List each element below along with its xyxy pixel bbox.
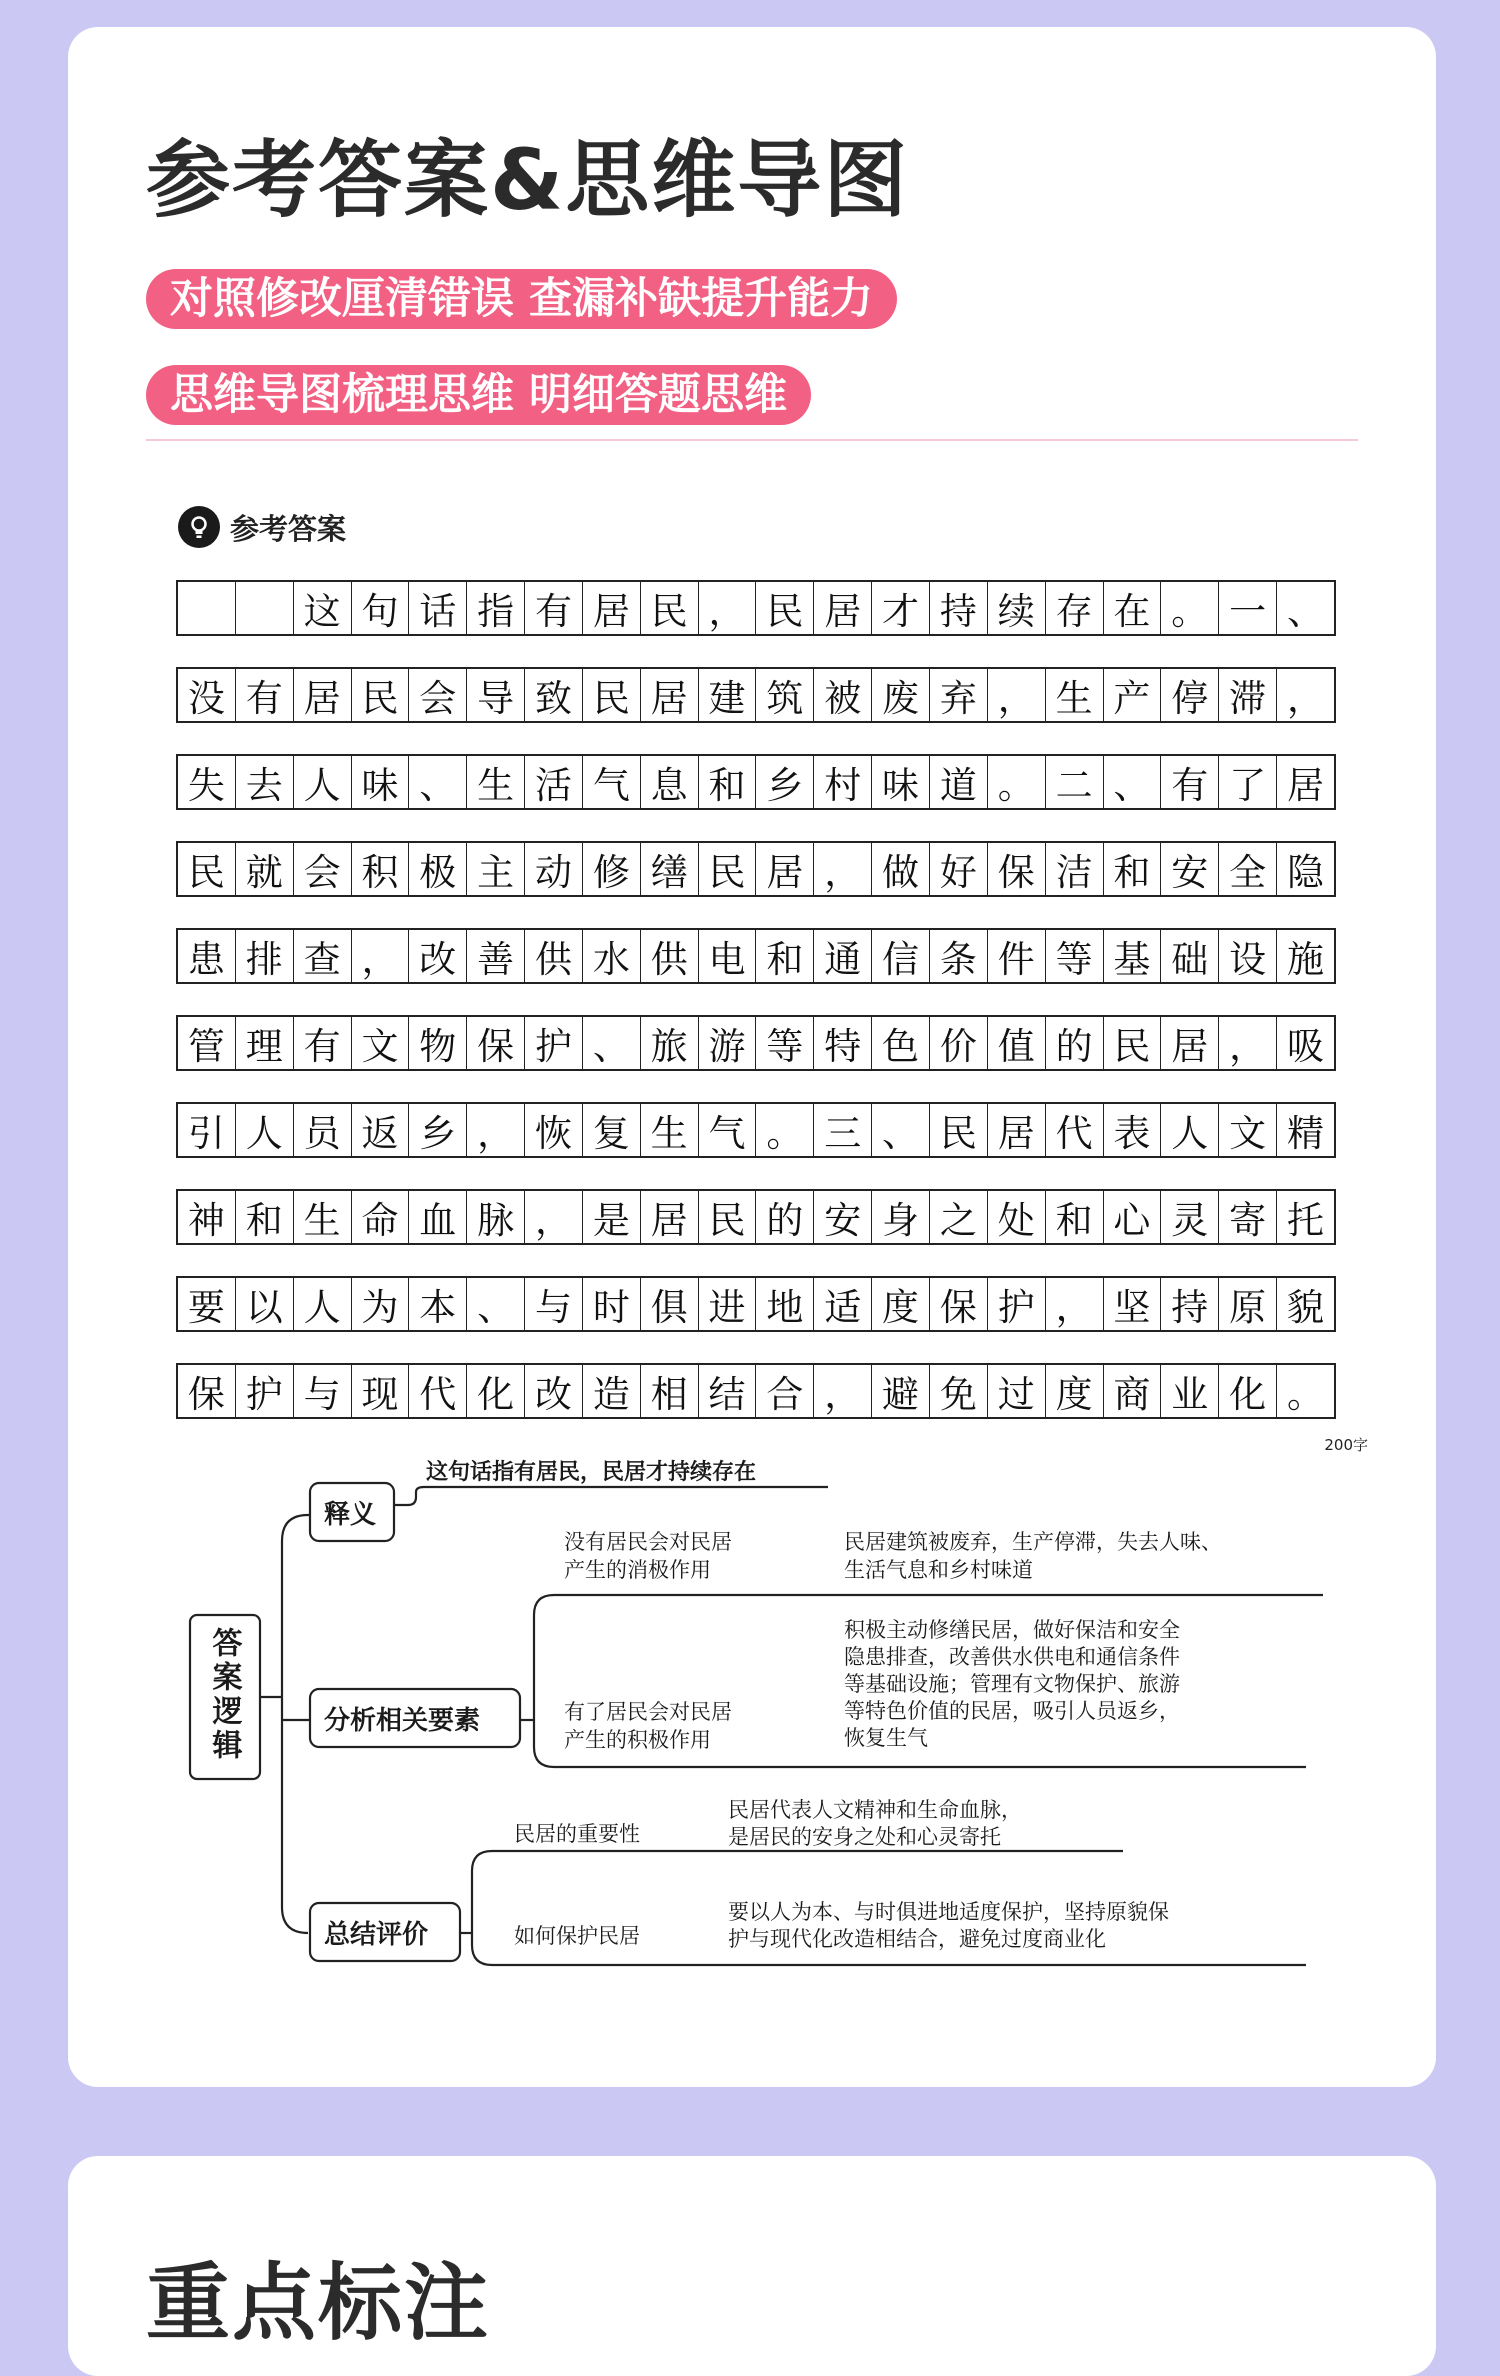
answer-cell: 心 (1104, 1191, 1162, 1243)
mindmap-branch-3: 总结评价 (324, 1920, 429, 1950)
answer-cell: 有 (1161, 756, 1219, 808)
answer-cell: 、 (1104, 756, 1162, 808)
answer-cell: 现 (352, 1365, 410, 1417)
answer-cell: 灵 (1161, 1191, 1219, 1243)
answer-cell: 民 (583, 669, 641, 721)
answer-cell: 之 (930, 1191, 988, 1243)
answer-cell: 三 (814, 1104, 872, 1156)
answer-cell: 保 (178, 1365, 236, 1417)
answer-cell: 保 (988, 843, 1046, 895)
answer-cell: 失 (178, 756, 236, 808)
answer-cell: 这 (294, 582, 352, 634)
answer-cell: 居 (988, 1104, 1046, 1156)
answer-cell: 改 (409, 930, 467, 982)
answer-cell: ， (1286, 677, 1324, 720)
answer-cell: 话 (409, 582, 467, 634)
answer-cell: 极 (409, 843, 467, 895)
answer-cell: 文 (1219, 1104, 1277, 1156)
answer-cell: 俱 (641, 1278, 699, 1330)
answer-cell: 护 (988, 1278, 1046, 1330)
answer-cell: 文 (352, 1017, 410, 1069)
answer-cell: 乡 (409, 1104, 467, 1156)
answer-cell: 商 (1104, 1365, 1162, 1417)
answer-cell: 居 (756, 843, 814, 895)
answer-cell: 乡 (756, 756, 814, 808)
answer-cell: ， (814, 1365, 872, 1417)
answer-cell: 生 (1046, 669, 1104, 721)
answer-cell: 道 (930, 756, 988, 808)
answer-cell: 民 (641, 582, 699, 634)
feature-pill-1: 对照修改厘清错误 查漏补缺提升能力 (146, 269, 897, 329)
mindmap-connector (394, 1487, 828, 1505)
answer-cell: 引 (178, 1104, 236, 1156)
answer-cell: ， (1046, 1278, 1104, 1330)
answer-cell: 停 (1161, 669, 1219, 721)
answer-cell: 修 (583, 843, 641, 895)
answer-cell: 人 (1161, 1104, 1219, 1156)
answer-cell: 致 (525, 669, 583, 721)
mindmap-subbranch: 产生的消极作用 (564, 1558, 711, 1582)
answer-cell: 表 (1104, 1104, 1162, 1156)
mindmap-subbranch: 有了居民会对民居 (564, 1700, 732, 1724)
answer-cell: ， (352, 930, 410, 982)
answer-cell: 命 (352, 1191, 410, 1243)
answer-cell: 主 (467, 843, 525, 895)
answer-cell: 生 (641, 1104, 699, 1156)
answer-cell: 地 (756, 1278, 814, 1330)
answer-cell: 存 (1046, 582, 1104, 634)
answer-cell: 排 (236, 930, 294, 982)
answer-cell: 和 (236, 1191, 294, 1243)
answer-cell: 味 (872, 756, 930, 808)
answer-cell: 条 (930, 930, 988, 982)
answer-cell: 隐 (1286, 851, 1324, 894)
answer-cell: 二 (1046, 756, 1104, 808)
answer-cell: 居 (814, 582, 872, 634)
answer-cell: 气 (583, 756, 641, 808)
answer-cell: 指 (467, 582, 525, 634)
highlights-card (68, 2156, 1436, 2376)
mindmap-subbranch: 如何保护民居 (514, 1924, 640, 1948)
feature-pill-2: 思维导图梳理思维 明细答题思维 (146, 365, 811, 425)
answer-cell: 安 (1161, 843, 1219, 895)
mindmap-text: 要以人为本、与时俱进地适度保护，坚持原貌保 (728, 1900, 1169, 1924)
answer-cell: 和 (1046, 1191, 1104, 1243)
answer-cell: ， (525, 1191, 583, 1243)
answer-cell: 就 (236, 843, 294, 895)
mindmap-text: 等特色价值的民居，吸引人员返乡， (844, 1699, 1180, 1723)
word-count: 200字 (1324, 1436, 1368, 1454)
mind-map (68, 27, 1436, 2087)
answer-cell: 复 (583, 1104, 641, 1156)
answer-cell: 息 (641, 756, 699, 808)
answer-cell: 和 (1104, 843, 1162, 895)
answer-cell: 员 (294, 1104, 352, 1156)
answer-cell: 件 (988, 930, 1046, 982)
mindmap-text: 恢复生气 (844, 1726, 928, 1750)
answer-cell: ， (1219, 1017, 1277, 1069)
answer-cell: 身 (872, 1191, 930, 1243)
answer-cell: 有 (525, 582, 583, 634)
answer-cell: 民 (352, 669, 410, 721)
answer-cell: 持 (930, 582, 988, 634)
answer-cell: 代 (409, 1365, 467, 1417)
answer-cell: 寄 (1219, 1191, 1277, 1243)
answer-cell: 返 (352, 1104, 410, 1156)
answer-cell: ， (699, 582, 757, 634)
mindmap-subbranch: 没有居民会对民居 (564, 1530, 732, 1554)
answer-cell: 弃 (930, 669, 988, 721)
answer-cell: 居 (583, 582, 641, 634)
answer-cell: 居 (1161, 1017, 1219, 1069)
answer-cell: 代 (1046, 1104, 1104, 1156)
mindmap-text: 民居代表人文精神和生命血脉， (728, 1798, 1022, 1822)
answer-cell: 居 (641, 669, 699, 721)
answer-cell: 民 (699, 1191, 757, 1243)
answer-cell: 化 (467, 1365, 525, 1417)
answer-cell: 才 (872, 582, 930, 634)
answer-cell: 貌 (1286, 1286, 1324, 1329)
answer-cell: 水 (583, 930, 641, 982)
answer-cell: 、 (583, 1017, 641, 1069)
answer-cell: 管 (178, 1017, 236, 1069)
answer-cell: 会 (294, 843, 352, 895)
answer-cell: 基 (1104, 930, 1162, 982)
answer-cell: 善 (467, 930, 525, 982)
answer-cell: 洁 (1046, 843, 1104, 895)
answer-cell: 居 (641, 1191, 699, 1243)
answer-cell: 有 (236, 669, 294, 721)
answer-cell: 、 (409, 756, 467, 808)
answer-cell: 吸 (1286, 1025, 1324, 1068)
answer-cell: 人 (236, 1104, 294, 1156)
answer-cell: 产 (1104, 669, 1162, 721)
answer-cell: 与 (294, 1365, 352, 1417)
mindmap-text: 生活气息和乡村味道 (844, 1558, 1033, 1582)
answer-cell: 血 (409, 1191, 467, 1243)
answer-cell: 。 (988, 756, 1046, 808)
answer-cell: ， (814, 843, 872, 895)
answer-cell: 活 (525, 756, 583, 808)
mindmap-connector (282, 1515, 308, 1933)
answer-cell: 值 (988, 1017, 1046, 1069)
answer-cell: 结 (699, 1365, 757, 1417)
mindmap-branch-2: 分析相关要素 (324, 1706, 481, 1736)
answer-cell: ， (467, 1104, 525, 1156)
answer-cell: 。 (1161, 582, 1219, 634)
mindmap-text: 是居民的安身之处和心灵寄托 (728, 1825, 1001, 1849)
answer-cell: 旅 (641, 1017, 699, 1069)
answer-cell: 色 (872, 1017, 930, 1069)
answer-cell: 缮 (641, 843, 699, 895)
answer-cell: 通 (814, 930, 872, 982)
answer-cell: 改 (525, 1365, 583, 1417)
answer-cell: 脉 (467, 1191, 525, 1243)
answer-cell: 生 (467, 756, 525, 808)
section-label: 参考答案 (230, 511, 347, 546)
answer-cell: 味 (352, 756, 410, 808)
mindmap-branch-1: 释义 (324, 1500, 377, 1530)
answer-cell: 相 (641, 1365, 699, 1417)
answer-cell: 了 (1219, 756, 1277, 808)
mindmap-subbranch: 民居的重要性 (514, 1822, 640, 1846)
page-title: 参考答案&思维导图 (146, 131, 910, 229)
answer-cell: ， (988, 669, 1046, 721)
answer-cell: 的 (1046, 1017, 1104, 1069)
answer-cell: 施 (1286, 938, 1324, 981)
answer-cell: 过 (988, 1365, 1046, 1417)
answer-cell: 。 (1286, 1373, 1324, 1416)
mindmap-text: 积极主动修缮民居，做好保洁和安全 (844, 1618, 1180, 1642)
answer-cell: 全 (1219, 843, 1277, 895)
answer-cell: 安 (814, 1191, 872, 1243)
answer-cell: 被 (814, 669, 872, 721)
answer-cell: 理 (236, 1017, 294, 1069)
answer-cell: 度 (872, 1278, 930, 1330)
answer-cell: 村 (814, 756, 872, 808)
answer-cell: 建 (699, 669, 757, 721)
mindmap-text: 隐患排查，改善供水供电和通信条件 (844, 1645, 1180, 1669)
mindmap-text: 等基础设施；管理有文物保护、旅游 (844, 1672, 1180, 1696)
answer-cell: 民 (756, 582, 814, 634)
answer-cell: 在 (1104, 582, 1162, 634)
answer-cell: 供 (525, 930, 583, 982)
answer-cell: 和 (699, 756, 757, 808)
section-title: 重点标注 (146, 2254, 491, 2352)
answer-cell: 化 (1219, 1365, 1277, 1417)
answer-cell: 没 (178, 669, 236, 721)
answer-cell: 本 (409, 1278, 467, 1330)
answer-cell: 进 (699, 1278, 757, 1330)
answer-cell: 续 (988, 582, 1046, 634)
answer-cell: 信 (872, 930, 930, 982)
answer-cell: 导 (467, 669, 525, 721)
answer-cell: 坚 (1104, 1278, 1162, 1330)
mindmap-connector (472, 1851, 492, 1965)
answer-cell: 是 (583, 1191, 641, 1243)
answer-cell: 价 (930, 1017, 988, 1069)
answer-cell: 筑 (756, 669, 814, 721)
answer-cell: 居 (1286, 764, 1324, 807)
answer-cell: 原 (1219, 1278, 1277, 1330)
answer-cell: 游 (699, 1017, 757, 1069)
mindmap-connector (534, 1595, 554, 1767)
answer-cell: 、 (1286, 590, 1324, 633)
answer-cell: 护 (236, 1365, 294, 1417)
answer-cell: 查 (294, 930, 352, 982)
answer-cell: 恢 (525, 1104, 583, 1156)
answer-cell: 滞 (1219, 669, 1277, 721)
answer-cell: 民 (1104, 1017, 1162, 1069)
answer-cell: 等 (1046, 930, 1104, 982)
answer-cell: 一 (1219, 582, 1277, 634)
answer-cell: 物 (409, 1017, 467, 1069)
answer-cell: 有 (294, 1017, 352, 1069)
answer-cell: 持 (1161, 1278, 1219, 1330)
answer-cell: 等 (756, 1017, 814, 1069)
answer-card (68, 27, 1436, 2087)
mindmap-text: 护与现代化改造相结合，避免过度商业化 (728, 1927, 1106, 1951)
answer-cell: 、 (467, 1278, 525, 1330)
answer-cell: 合 (756, 1365, 814, 1417)
answer-cell: 业 (1161, 1365, 1219, 1417)
answer-cell: 动 (525, 843, 583, 895)
answer-cell: 度 (1046, 1365, 1104, 1417)
answer-cell: 为 (352, 1278, 410, 1330)
answer-cell: 要 (178, 1278, 236, 1330)
answer-cell: 做 (872, 843, 930, 895)
answer-cell: 保 (467, 1017, 525, 1069)
answer-cell: 护 (525, 1017, 583, 1069)
answer-cell: 好 (930, 843, 988, 895)
answer-cell: 与 (525, 1278, 583, 1330)
answer-cell: 人 (294, 756, 352, 808)
answer-cell: 民 (178, 843, 236, 895)
answer-cell: 供 (641, 930, 699, 982)
mindmap-text: 这句话指有居民，民居才持续存在 (426, 1459, 757, 1485)
answer-cell: 避 (872, 1365, 930, 1417)
answer-cell: 和 (756, 930, 814, 982)
answer-cell: 神 (178, 1191, 236, 1243)
mindmap-subbranch: 产生的积极作用 (564, 1728, 711, 1752)
answer-cell: 生 (294, 1191, 352, 1243)
answer-cell: 会 (409, 669, 467, 721)
answer-cell: 时 (583, 1278, 641, 1330)
answer-cell: 居 (294, 669, 352, 721)
answer-cell: 保 (930, 1278, 988, 1330)
answer-cell: 适 (814, 1278, 872, 1330)
mindmap-text: 民居建筑被废弃，生产停滞，失去人味、 (844, 1530, 1222, 1554)
answer-cell: 设 (1219, 930, 1277, 982)
answer-cell: 气 (699, 1104, 757, 1156)
answer-cell: 废 (872, 669, 930, 721)
mindmap-root-label: 答案逻辑 (206, 1627, 242, 1763)
answer-cell: 民 (699, 843, 757, 895)
answer-cell: 托 (1286, 1199, 1324, 1242)
answer-cell: 电 (699, 930, 757, 982)
answer-cell: 人 (294, 1278, 352, 1330)
answer-cell: 民 (930, 1104, 988, 1156)
answer-cell: 特 (814, 1017, 872, 1069)
answer-cell: 精 (1286, 1112, 1324, 1155)
answer-cell: 去 (236, 756, 294, 808)
answer-cell: 的 (756, 1191, 814, 1243)
answer-cell: 。 (756, 1104, 814, 1156)
answer-cell: 处 (988, 1191, 1046, 1243)
answer-cell: 础 (1161, 930, 1219, 982)
answer-cell: 患 (178, 930, 236, 982)
answer-cell: 、 (872, 1104, 930, 1156)
answer-cell: 造 (583, 1365, 641, 1417)
answer-cell: 以 (236, 1278, 294, 1330)
answer-cell: 免 (930, 1365, 988, 1417)
answer-cell: 句 (352, 582, 410, 634)
answer-cell: 积 (352, 843, 410, 895)
